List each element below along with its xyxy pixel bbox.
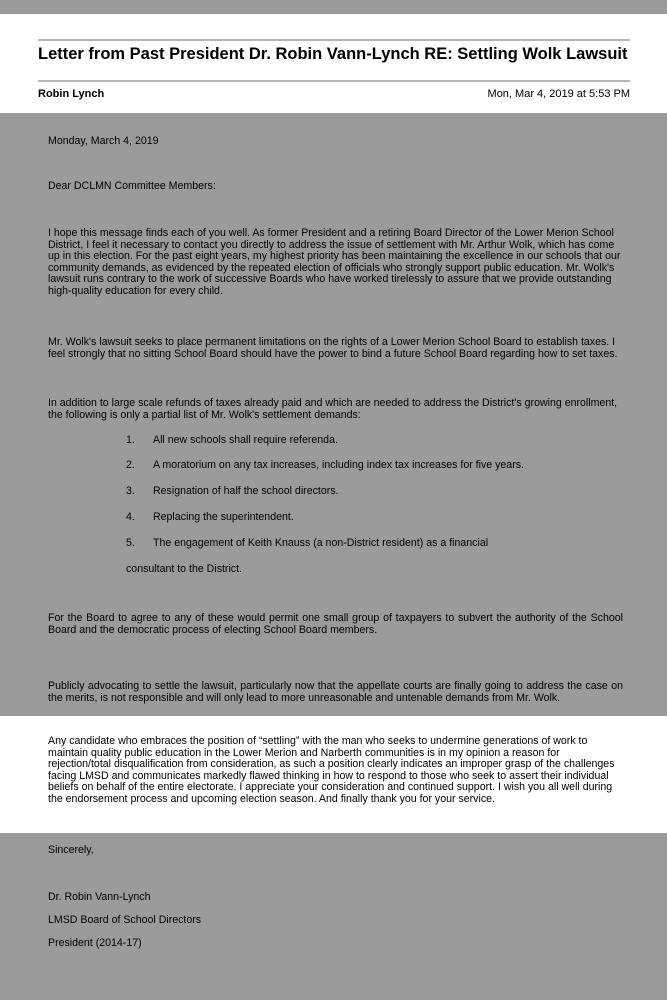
paragraph-advocacy: Publicly advocating to settle the lawsuit, particularly now that the appellate courts are finally going to address the case on the merits, is not responsible and will only lead to more unreasonable and untenable demands from Mr. Wolk. <box>48 680 623 704</box>
closing: Sincerely, <box>48 844 94 856</box>
demand-text: A moratorium on any tax increases, including index tax increases for five years. <box>153 459 524 471</box>
signature-name: Dr. Robin Vann-Lynch <box>48 891 151 903</box>
demand-number: 5. <box>126 537 135 549</box>
demand-continuation: consultant to the District. <box>126 563 242 575</box>
demand-text: All new schools shall require referenda. <box>153 434 338 446</box>
demand-item <box>126 434 338 446</box>
email-header <box>0 14 667 113</box>
paragraph-authority: For the Board to agree to any of these would permit one small group of taxpayers to subvert the authority of the School Board and the democratic process of electing School Board members. <box>48 612 623 636</box>
signature-role: President (2014-17) <box>48 937 142 949</box>
letter-body <box>0 113 667 1000</box>
sender-name[interactable]: Robin Lynch <box>38 88 105 100</box>
header-divider-top <box>38 39 630 41</box>
demand-item <box>126 485 339 497</box>
top-margin <box>0 0 667 14</box>
demand-text: The engagement of Keith Knauss (a non-District resident) as a financial <box>153 537 489 549</box>
demand-text: Resignation of half the school directors. <box>153 485 339 497</box>
demand-item <box>126 511 294 523</box>
demand-item <box>126 537 488 549</box>
email-subject: Letter from Past President Dr. Robin Vann-Lynch RE: Settling Wolk Lawsuit <box>38 45 628 63</box>
demand-item <box>126 459 524 471</box>
paragraph-candidates: Any candidate who embraces the position of “settling” with the man who seeks to undermine generations of work to maintain quality public education in the Lower Merion and Narberth communities is in my opinion a reason for rejection/total disqualification from consideration, as such a position clearly indicates an improper grasp of the challenges facing LMSD and communicates markedly flawed thinking in how to respond to those who seek to assert their individual beliefs on behalf of the entire electorate. I appreciate your consideration and continued support. I wish you all well during the endorsement process and upcoming election season. And finally thank you for your service. <box>48 735 615 805</box>
demand-number: 3. <box>126 485 135 497</box>
demand-text: Replacing the superintendent. <box>153 511 294 523</box>
paragraph-lawsuit: Mr. Wolk's lawsuit seeks to place permanent limitations on the rights of a Lower Merion School Board to establish taxes. I feel strongly that no sitting School Board should have the power to bind a future School Board regarding how to set taxes. <box>48 336 618 360</box>
paragraph-demands: In addition to large scale refunds of taxes already paid and which are needed to address the District's growing enrollment, the following is only a partial list of Mr. Wolk's settlement demands: <box>48 397 618 421</box>
demand-number: 1. <box>126 434 135 446</box>
letter-date: Monday, March 4, 2019 <box>48 135 159 147</box>
salutation: Dear DCLMN Committee Members: <box>48 180 216 192</box>
sent-date: Mon, Mar 4, 2019 at 5:53 PM <box>487 88 630 100</box>
demand-number: 4. <box>126 511 135 523</box>
demand-number: 2. <box>126 459 135 471</box>
header-divider-bottom <box>38 80 630 82</box>
paragraph-intro: I hope this message finds each of you well. As former President and a retiring Board Director of the Lower Merion School District, I feel it necessary to contact you directly to address the issue of settlement with Mr. Arthur Wolk, which has come up in this election. For the past eight years, my highest priority has been maintaining the excellence in our schools that our community demands, as evidenced by the repeated election of officials who strongly support public education. Mr. Wolk's lawsuit runs contrary to the work of successive Boards who have worked tirelessly to assure that we provide outstanding high-quality education for every child. <box>48 227 621 297</box>
signature-title: LMSD Board of School Directors <box>48 914 202 926</box>
